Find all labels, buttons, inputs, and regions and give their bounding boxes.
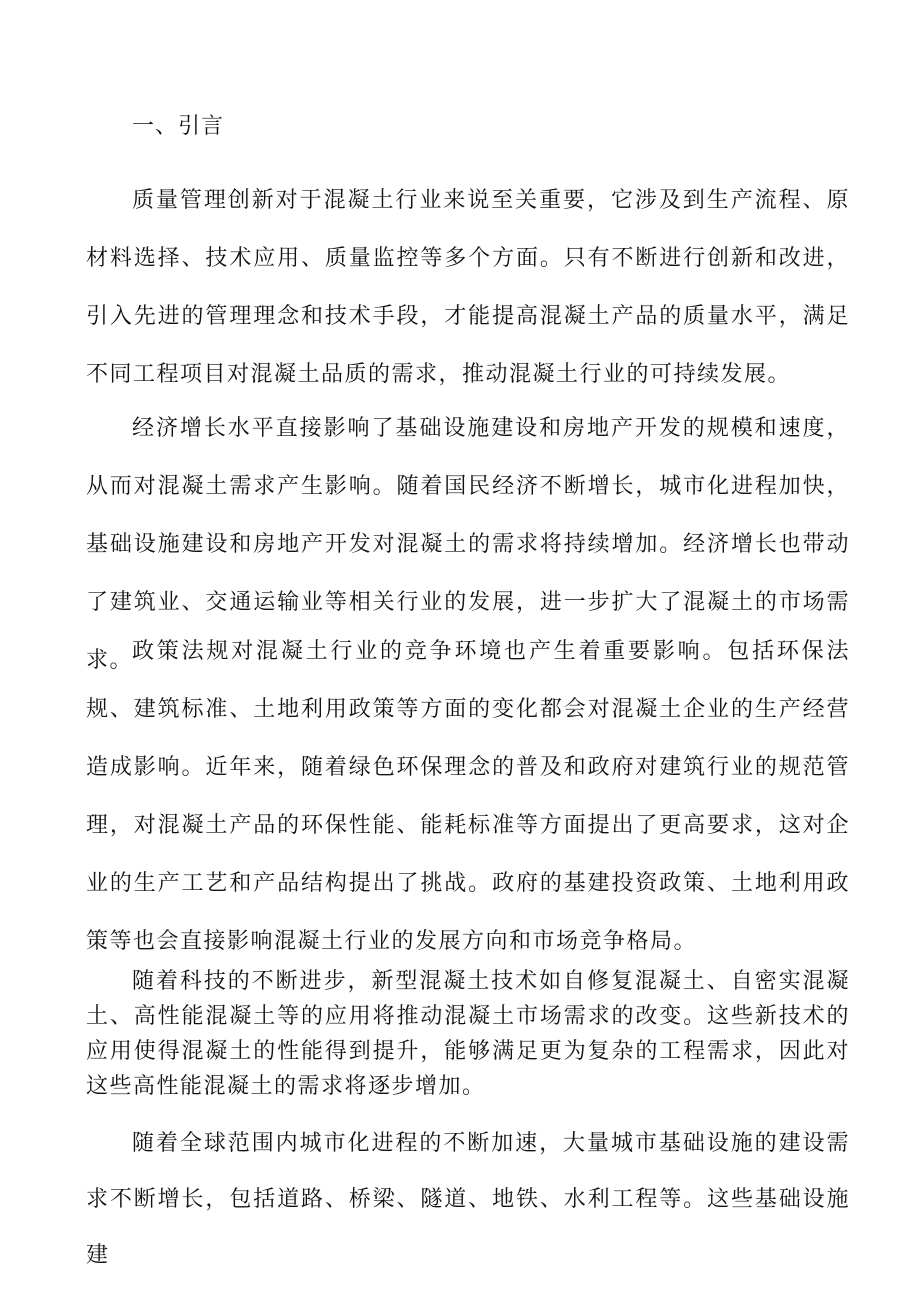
section-heading: 一、引言 — [132, 114, 225, 139]
paragraph-technology-progress: 随着科技的不断进步，新型混凝土技术如自修复混凝土、自密实混凝土、高性能混凝土等的应用将推动混凝土市场需求的改变。这些新技术的应用使得混凝土的性能得到提升，能够满足更为复杂的工程需求，因此对这些高性能混凝土的需求将逐步增加。 — [86, 969, 850, 1099]
paragraph-quality-management: 质量管理创新对于混凝土行业来说至关重要，它涉及到生产流程、原材料选择、技术应用、质量监控等多个方面。只有不断进行创新和改进，引入先进的管理理念和技术手段，才能提高混凝土产品的质量水平，满足不同工程项目对混凝土品质的需求，推动混凝土行业的可持续发展。 — [86, 188, 850, 387]
paragraph-economic-growth: 经济增长水平直接影响了基础设施建设和房地产开发的规模和速度，从而对混凝土需求产生影响。随着国民经济不断增长，城市化进程加快，基础设施建设和房地产开发对混凝土的需求将持续增加。经济增长也带动了建筑业、交通运输业等相关行业的发展，进一步扩大了混凝土的市场需求。 — [86, 416, 850, 673]
paragraph-urbanization: 随着全球范围内城市化进程的不断加速，大量城市基础设施的建设需求不断增长，包括道路、桥梁、隧道、地铁、水利工程等。这些基础设施建 — [86, 1131, 850, 1268]
paragraph-policy-regulation: 政策法规对混凝土行业的竞争环境也产生着重要影响。包括环保法规、建筑标准、土地利用政策等方面的变化都会对混凝土企业的生产经营造成影响。近年来，随着绿色环保理念的普及和政府对建筑行业的规范管理，对混凝土产品的环保性能、能耗标准等方面提出了更高要求，这对企业的生产工艺和产品结构提出了挑战。政府的基建投资政策、土地利用政策等也会直接影响混凝土行业的发展方向和市场竞争格局。 — [86, 639, 850, 954]
